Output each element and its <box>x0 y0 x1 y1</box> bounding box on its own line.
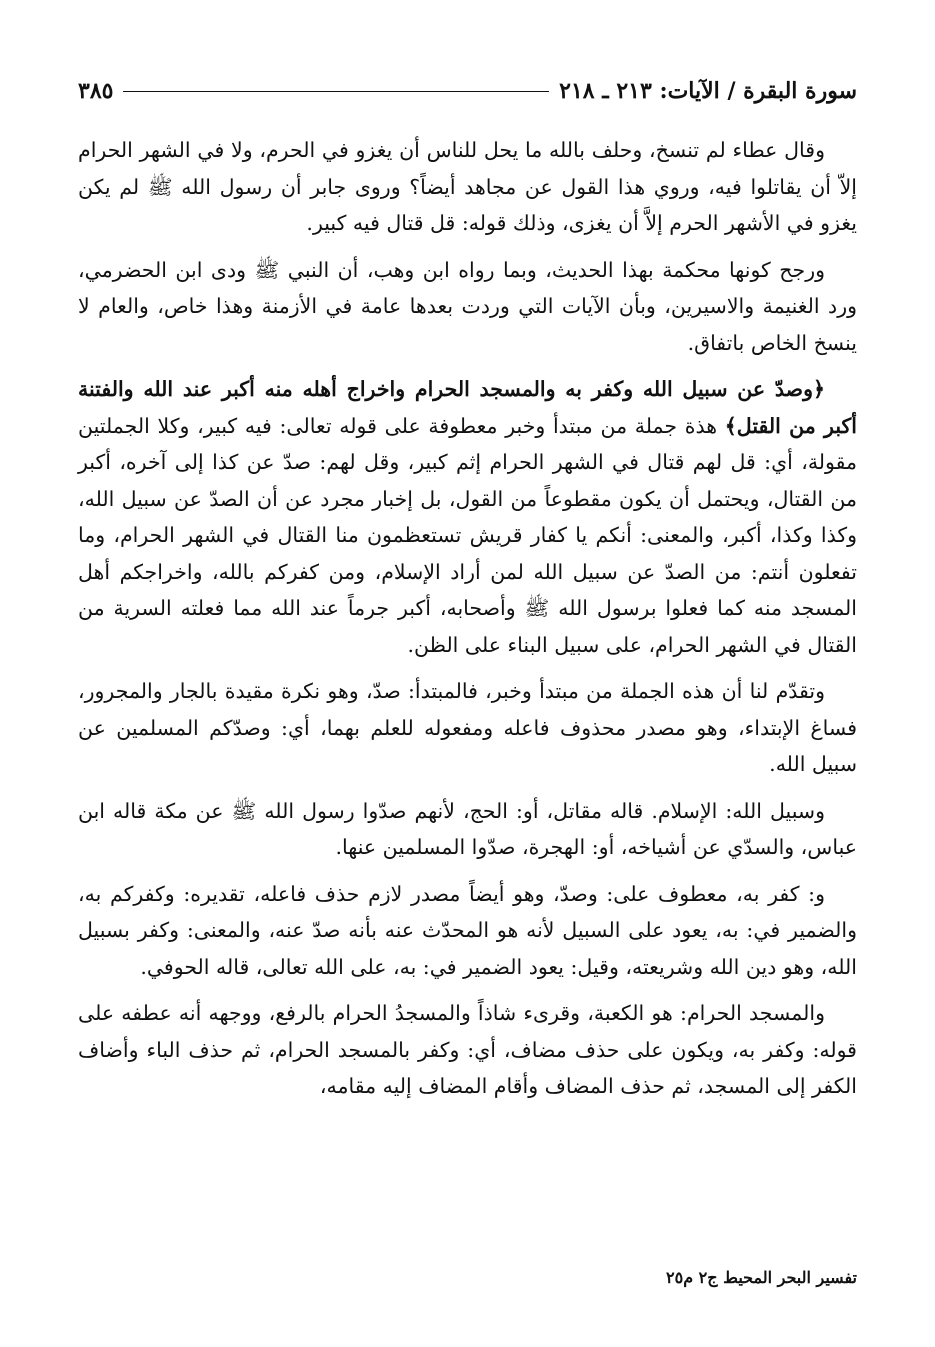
page-number: ٣٨٥ <box>78 78 114 104</box>
quran-verse: ﴿وصدّ عن سبيل الله وكفر به والمسجد الحرام واخراج أهله منه أكبر عند الله والفتنة أكبر من القتل﴾ <box>78 377 857 438</box>
paragraph-2: ورجح كونها محكمة بهذا الحديث، وبما رواه ابن وهب، أن النبي ﷺ ودى ابن الحضرمي، ورد الغنيمة والاسيرين، وبأن الآيات التي وردت بعدها عامة في الأزمنة وهذا خاص، والعام لا ينسخ الخاص باتفاق. <box>78 257 857 355</box>
paragraph-6: و: كفر به، معطوف على: وصدّ، وهو أيضاً مصدر لازم حذف فاعله، تقديره: وكفركم به، والضمير في: به، يعود على السبيل لأنه هو المحدّث عنه بأنه صدّ عنه، والمعنى: وكفر بسبيل الله، وهو دين الله وشريعته، وقيل: يعود الضمير في: به، على الله تعالى، قاله الحوفي. <box>78 881 857 979</box>
header-title: سورة البقرة / الآيات: ٢١٣ ـ ٢١٨ <box>559 78 857 104</box>
paragraph-4: وتقدّم لنا أن هذه الجملة من مبتدأ وخبر، فالمبتدأ: صدّ، وهو نكرة مقيدة بالجار والمجرور، فساغ الإبتداء، وهو مصدر محذوف فاعله ومفعوله للعلم بهما، أي: وصدّكم المسلمين عن سبيل الله. <box>78 679 857 776</box>
paragraph-5: وسبيل الله: الإسلام. قاله مقاتل، أو: الحج، لأنهم صدّوا رسول الله ﷺ عن مكة قاله ابن عباس، والسدّي عن أشياخه، أو: الهجرة، صدّوا المسلمين عنها. <box>78 798 857 859</box>
paragraph-7: والمسجد الحرام: هو الكعبة، وقرىء شاذاً والمسجدُ الحرام بالرفع، ووجهه أنه عطفه على قوله: وكفر به، ويكون على حذف مضاف، أي: وكفر بالمسجد الحرام، ثم حذف الباء وأضاف الكفر إلى المسجد، ثم حذف المضاف وأقام المضاف إليه مقامه، <box>78 1001 857 1098</box>
quran-verse-paragraph <box>78 371 857 663</box>
quran-commentary: هذة جملة من مبتدأ وخبر معطوفة على قوله تعالى: فيه كبير، وكلا الجملتين مقولة، أي: قل لهم قتال في الشهر الحرام إثم كبير، وقل لهم: صدّ عن كذا إلى آخره، أكبر من القتال، ويحتمل أن يكون مقطوعاً من القول، بل إخبار مجرد عن أن الصدّ عن سبيل الله، وكذا وكذا، أكبر، والمعنى: أنكم يا كفار قريش تستعظمون منا القتال في الشهر الحرام، وما تفعلون أنتم: من الصدّ عن سبيل الله لمن أراد الإسلام، ومن كفركم بالله، واخراجكم أهل المسجد منه كما فعلوا برسول الله ﷺ وأصحابه، أكبر جرماً عند الله مما فعلته السرية من القتال في الشهر الحرام، على سبيل البناء على الظن. <box>78 413 857 657</box>
footer-signature: تفسير البحر المحيط ج٢ م٢٥ <box>666 1268 857 1287</box>
body-text <box>78 132 857 1115</box>
header-rule <box>123 91 549 92</box>
running-header <box>78 74 857 108</box>
paragraph-1: وقال عطاء لم تنسخ، وحلف بالله ما يحل للناس أن يغزو في الحرم، ولا في الشهر الحرام إلاّ أن يقاتلوا فيه، وروي هذا القول عن مجاهد أيضاً؟ وروى جابر أن رسول الله ﷺ لم يكن يغزو في الأشهر الحرم إلاَّ أن يغزى، وذلك قوله: قل قتال فيه كبير. <box>78 138 857 235</box>
